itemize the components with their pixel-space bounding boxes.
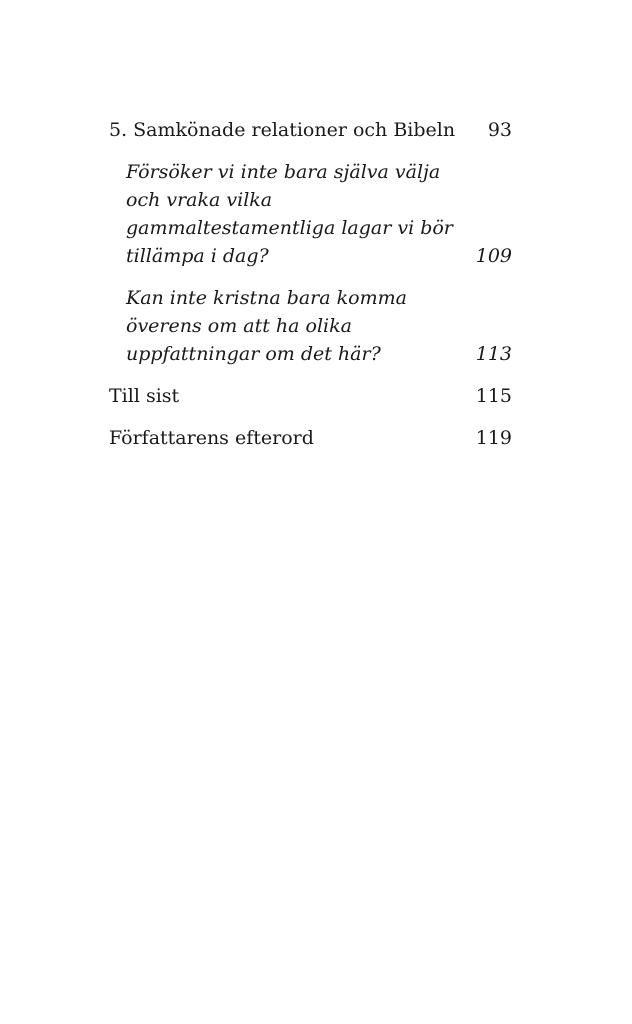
toc-entry-title: Till sist	[109, 385, 180, 407]
toc-entry-till-sist	[109, 382, 512, 410]
toc-entry-page: 113	[475, 343, 512, 365]
toc-entry-title: Författarens efterord	[109, 427, 314, 449]
table-of-contents	[109, 116, 512, 466]
toc-subentry-valja-och-vraka	[109, 158, 512, 270]
toc-entry-page: 109	[475, 245, 512, 267]
toc-entry-page: 119	[475, 427, 512, 449]
toc-entry-chapter-5	[109, 116, 512, 144]
toc-entry-title: Kan inte kristna bara komma överens om att ha olika uppfattningar om det här?	[126, 287, 407, 365]
toc-subentry-olika-uppfattningar	[109, 284, 512, 368]
toc-entry-title: Försöker vi inte bara själva välja och vraka vilka gammaltestamentliga lagar vi bör tillämpa i dag?	[126, 161, 453, 267]
toc-entry-page: 93	[487, 119, 512, 141]
toc-entry-page: 115	[475, 385, 512, 407]
toc-entry-title: 5. Samkönade relationer och Bibeln	[109, 119, 456, 141]
toc-entry-efterord	[109, 424, 512, 452]
